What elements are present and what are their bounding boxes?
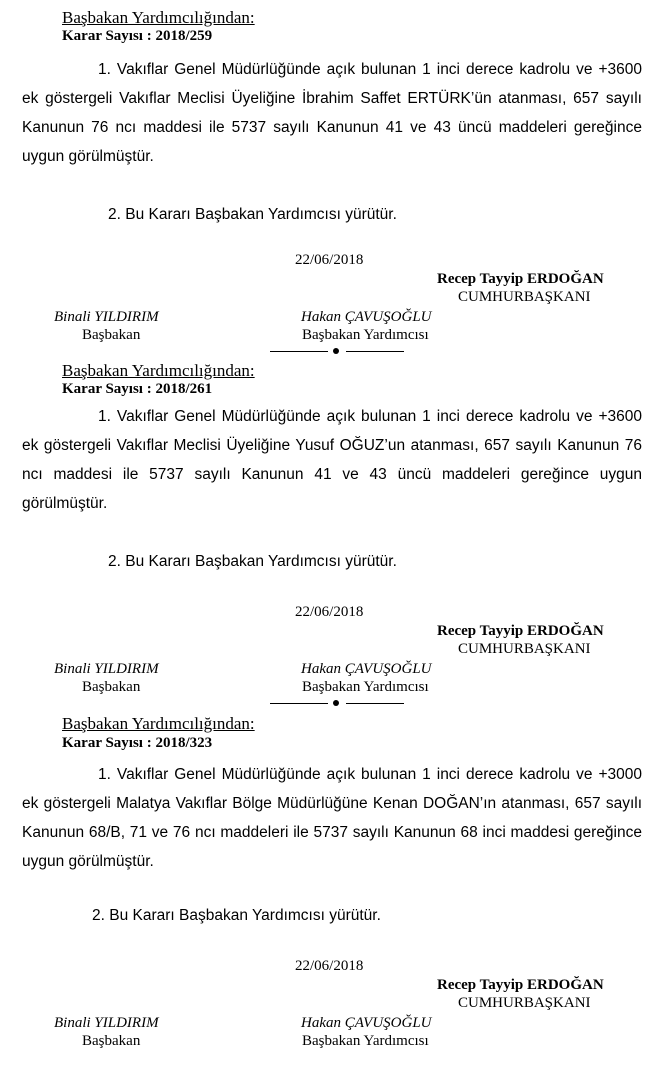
president-title: CUMHURBAŞKANI bbox=[458, 995, 591, 1011]
decision-item-1: 1. Vakıflar Genel Müdürlüğünde açık bulunan 1 inci derece kadrolu ve +3600 ek göstergeli Vakıflar Meclisi Üyeliğine Yusuf OĞUZ’un atanması, 657 sayılı Kanunun 76 ncı maddesi ile 5737 sayılı Kanunun 41 ve 43 üncü maddeleri gereğince uygun görülmüştür. bbox=[22, 408, 642, 512]
president-title: CUMHURBAŞKANI bbox=[458, 289, 591, 305]
section-separator bbox=[270, 698, 404, 708]
decision-item-1: 1. Vakıflar Genel Müdürlüğünde açık bulunan 1 inci derece kadrolu ve +3000 ek göstergeli Malatya Vakıflar Bölge Müdürlüğüne Kenan DOĞAN’ın atanması, 657 sayılı Kanunun 68/B, 71 ve 76 ncı maddeleri ile 5737 sayılı Kanunun 68 inci maddesi gereğince uygun görülmüştür. bbox=[22, 766, 642, 870]
decision-issuer: Başbakan Yardımcılığından: bbox=[62, 714, 255, 733]
decision-item-2: 2. Bu Kararı Başbakan Yardımcısı yürütür. bbox=[108, 553, 397, 570]
decision-2018-261 bbox=[0, 360, 660, 715]
signatory-2-name: Hakan ÇAVUŞOĞLU bbox=[301, 661, 432, 677]
decision-issuer: Başbakan Yardımcılığından: bbox=[62, 8, 255, 27]
signatory-1-name: Binali YILDIRIM bbox=[54, 661, 159, 677]
decision-2018-259 bbox=[0, 0, 660, 360]
signatory-1-title: Başbakan bbox=[82, 1033, 141, 1049]
decision-item-2: 2. Bu Kararı Başbakan Yardımcısı yürütür. bbox=[92, 907, 381, 924]
decision-number: Karar Sayısı : 2018/259 bbox=[62, 28, 213, 44]
section-separator bbox=[270, 346, 404, 356]
signatory-2-title: Başbakan Yardımcısı bbox=[302, 679, 429, 695]
president-name: Recep Tayyip ERDOĞAN bbox=[437, 977, 604, 993]
signatory-1-name: Binali YILDIRIM bbox=[54, 309, 159, 325]
president-title: CUMHURBAŞKANI bbox=[458, 641, 591, 657]
signatory-1-name: Binali YILDIRIM bbox=[54, 1015, 159, 1031]
signatory-1-title: Başbakan bbox=[82, 679, 141, 695]
signatory-2-title: Başbakan Yardımcısı bbox=[302, 1033, 429, 1049]
president-name: Recep Tayyip ERDOĞAN bbox=[437, 271, 604, 287]
signatory-1-title: Başbakan bbox=[82, 327, 141, 343]
decision-item-2: 2. Bu Kararı Başbakan Yardımcısı yürütür. bbox=[108, 206, 397, 223]
decision-number: Karar Sayısı : 2018/261 bbox=[62, 381, 213, 397]
decision-issuer: Başbakan Yardımcılığından: bbox=[62, 361, 255, 380]
president-name: Recep Tayyip ERDOĞAN bbox=[437, 623, 604, 639]
signatory-2-name: Hakan ÇAVUŞOĞLU bbox=[301, 309, 432, 325]
decision-date: 22/06/2018 bbox=[295, 604, 364, 620]
decision-date: 22/06/2018 bbox=[295, 958, 364, 974]
decision-2018-323 bbox=[0, 715, 660, 1072]
decision-date: 22/06/2018 bbox=[295, 252, 364, 268]
decision-item-1: 1. Vakıflar Genel Müdürlüğünde açık bulunan 1 inci derece kadrolu ve +3600 ek göstergeli Vakıflar Meclisi Üyeliğine İbrahim Saffet ERTÜRK’ün atanması, 657 sayılı Kanunun 76 ncı maddesi ile 5737 sayılı Kanunun 41 ve 43 üncü maddeleri gereğince uygun görülmüştür. bbox=[22, 61, 642, 165]
decision-number: Karar Sayısı : 2018/323 bbox=[62, 735, 213, 751]
signatory-2-title: Başbakan Yardımcısı bbox=[302, 327, 429, 343]
signatory-2-name: Hakan ÇAVUŞOĞLU bbox=[301, 1015, 432, 1031]
